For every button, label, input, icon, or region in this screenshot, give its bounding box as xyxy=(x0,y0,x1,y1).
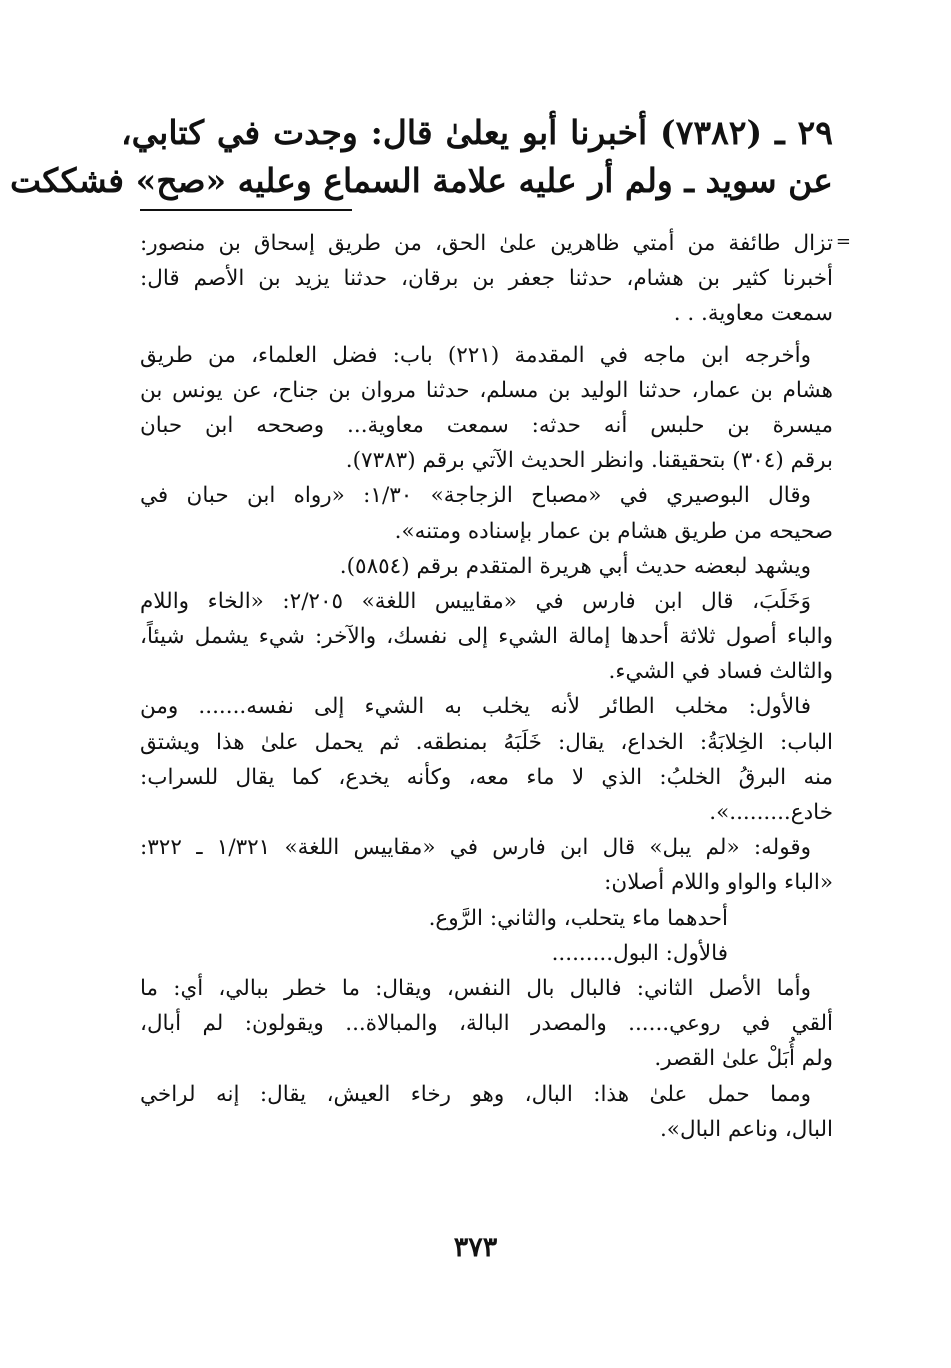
footnote-line: خادع.........». xyxy=(709,800,833,825)
hadith-header-line-2: عن سويد ـ ولم أر عليه علامة السماع وعليه «صح» فشككت xyxy=(10,161,833,200)
footnote-line: تزال طائفة من أمتي ظاهرين علىٰ الحق، من طريق إسحاق بن منصور: xyxy=(140,231,833,256)
footnote-line: صحيحه من طريق هشام بن عمار بإسناده ومتنه». xyxy=(394,518,833,544)
footnote-line: هشام بن عمار، حدثنا الوليد بن مسلم، حدثنا مروان بن جناح، عن يونس بن xyxy=(140,377,833,403)
footnote-line: أخبرنا كثير بن هشام، حدثنا جعفر بن برقان، حدثنا يزيد بن الأصم قال: xyxy=(140,266,833,292)
footnote-separator xyxy=(140,209,352,211)
footnote-line: الباب: الخِلابَةُ: الخداع، يقال: خَلَبَهُ بمنطقه. ثم يحمل علىٰ هذا ويشتق xyxy=(140,729,833,755)
footnote-line: منه البرقُ الخلبُ: الذي لا ماء معه، وكأنه يخدع، كما يقال للسراب: xyxy=(140,764,833,790)
hadith-header-line-1: ٢٩ ـ (٧٣٨٢) أخبرنا أبو يعلىٰ قال: وجدت في كتابي، xyxy=(121,113,833,152)
footnote-line: البال، وناعم البال». xyxy=(659,1116,833,1142)
footnote-line: وأما الأصل الثاني: فالبال بال النفس، ويقال: ما خطر ببالي، أي: ما xyxy=(140,975,811,1001)
footnote-line: ميسرة بن حلبس أنه حدثه: سمعت معاوية... وصححه ابن حبان xyxy=(140,412,833,438)
footnote-line: أحدهما ماء يتحلب، والثاني: الرَّوع. xyxy=(428,905,728,931)
footnote-line: وَخَلَبَ، قال ابن فارس في «مقاييس اللغة» ٢/٢٠٥: «الخاء واللام xyxy=(140,588,811,614)
footnote-line: فالأول: مخلب الطائر لأنه يخلب به الشيء إلى نفسه....... ومن xyxy=(140,694,811,720)
footnote-line: ومما حمل علىٰ هذا: البال، وهو رخاء العيش، يقال: إنه لراخي xyxy=(140,1081,811,1107)
footnote-line: برقم (٣٠٤) بتحقيقنا. وانظر الحديث الآتي برقم (٧٣٨٣). xyxy=(345,448,833,474)
footnote-line: ويشهد لبعضه حديث أبي هريرة المتقدم برقم (٥٨٥٤). xyxy=(339,553,811,579)
footnote-continuation-marker: = xyxy=(835,231,851,252)
footnote-line: وقوله: «لم يبل» قال ابن فارس في «مقاييس اللغة» ١/٣٢١ ـ ٣٢٢: xyxy=(140,835,811,861)
footnote-line: ألقي في روعي...... والمصدر البالة، والمبالاة... ويقولون: لم أبال، xyxy=(140,1011,833,1037)
page-number: ٣٧٣ xyxy=(453,1232,498,1263)
footnote-line: ولم أُبَلْ علىٰ القصر. xyxy=(654,1046,833,1072)
footnote-line: «الباء والواو واللام أصلان: xyxy=(604,870,833,896)
footnote-line: وقال البوصيري في «مصباح الزجاجة» ١/٣٠: «رواه ابن حبان في xyxy=(140,483,812,509)
footnote-line: والثالث فساد في الشيء. xyxy=(608,659,833,685)
footnote-line: فالأول: البول......... xyxy=(551,940,728,966)
footnote-line: والباء أصول ثلاثة أحدها إمالة الشيء إلى نفسك، والآخر: شيء يشمل شيئاً، xyxy=(140,624,833,650)
footnote-line: سمعت معاوية. . . xyxy=(673,301,833,327)
footnote-text xyxy=(140,226,833,1147)
footnote-line: وأخرجه ابن ماجه في المقدمة (٢٢١) باب: فضل العلماء، من طريق xyxy=(140,342,811,368)
